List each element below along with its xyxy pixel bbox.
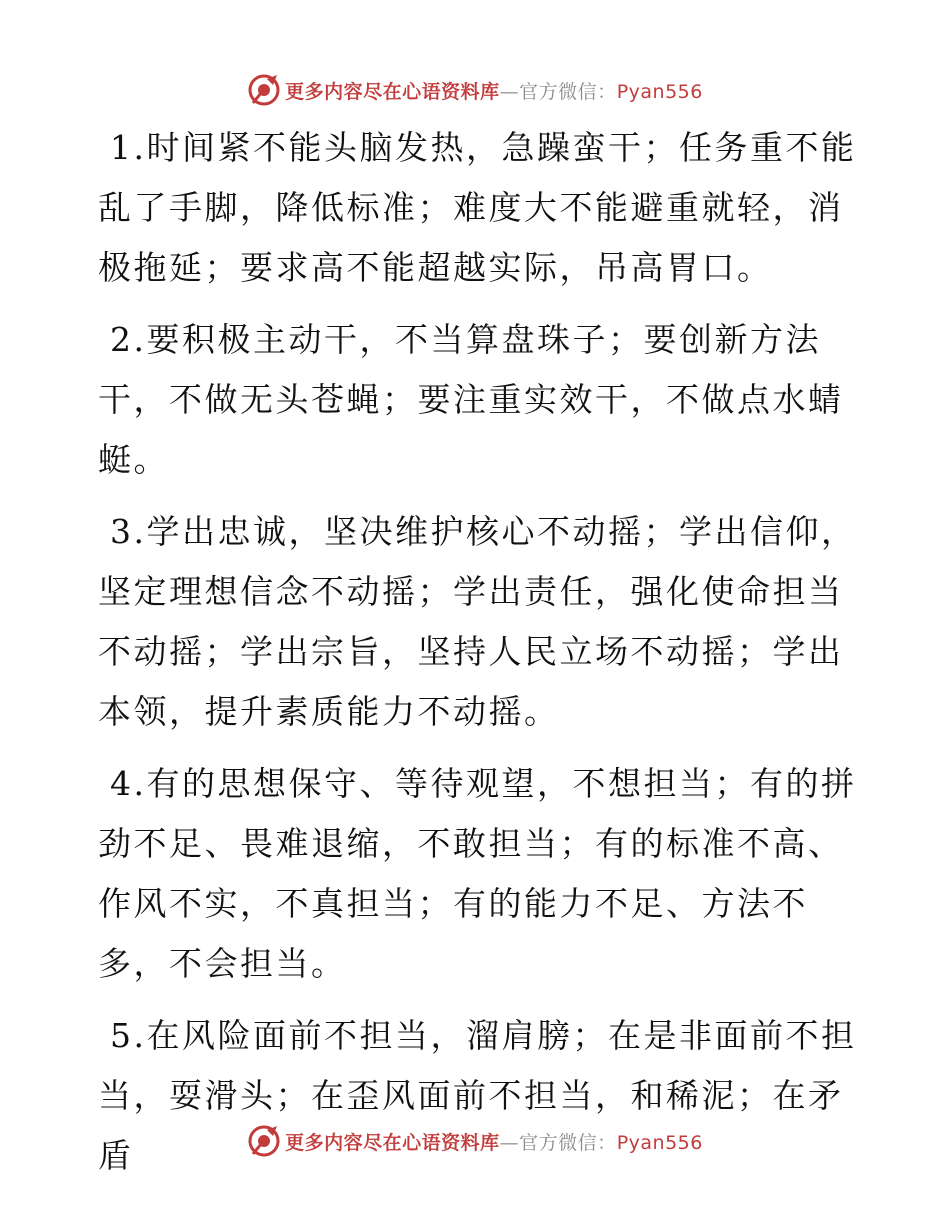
footer-banner-text [285, 1128, 703, 1155]
header-banner-label: 官方微信： [519, 80, 617, 103]
brand-logo-icon [247, 1124, 281, 1158]
footer-banner-separator: — [499, 1131, 520, 1154]
header-banner-separator: — [499, 80, 520, 103]
header-banner [0, 70, 950, 110]
paragraph-text: 时间紧不能头脑发热，急躁蛮干；任务重不能乱了手脚，降低标准；难度大不能避重就轻，消极拖延；要求高不能超越实际，吊高胃口。 [98, 128, 857, 287]
footer-banner-label: 官方微信： [519, 1131, 617, 1154]
header-banner-text [285, 77, 703, 104]
paragraph-3 [98, 502, 858, 742]
paragraph-text: 要积极主动干，不当算盘珠子；要创新方法干，不做无头苍蝇；要注重实效干，不做点水蜻蜓。 [98, 320, 844, 479]
paragraph-number: 1. [110, 128, 147, 167]
paragraph-2 [98, 310, 858, 490]
brand-logo-icon [247, 73, 281, 107]
document-body [98, 118, 858, 1198]
paragraph-4 [98, 754, 858, 994]
paragraph-text: 有的思想保守、等待观望，不想担当；有的拼劲不足、畏难退缩，不敢担当；有的标准不高、作风不实，不真担当；有的能力不足、方法不多，不会担当。 [98, 764, 857, 983]
footer-banner [0, 1121, 950, 1161]
paragraph-number: 2. [110, 320, 147, 359]
paragraph-text: 在风险面前不担当，溜肩膀；在是非面前不担当，耍滑头；在歪风面前不担当，和稀泥；在矛盾 [98, 1016, 857, 1175]
footer-banner-main: 更多内容尽在心语资料库 [285, 1131, 500, 1154]
paragraph-number: 4. [110, 764, 147, 803]
footer-wechat-id: Pyan556 [616, 1131, 703, 1154]
paragraph-number: 3. [110, 512, 147, 551]
paragraph-text: 学出忠诚，坚决维护核心不动摇；学出信仰，坚定理想信念不动摇；学出责任，强化使命担当不动摇；学出宗旨，坚持人民立场不动摇；学出本领，提升素质能力不动摇。 [98, 512, 857, 731]
paragraph-number: 5. [110, 1016, 147, 1055]
paragraph-1 [98, 118, 858, 298]
header-wechat-id: Pyan556 [616, 80, 703, 103]
header-banner-main: 更多内容尽在心语资料库 [285, 80, 500, 103]
